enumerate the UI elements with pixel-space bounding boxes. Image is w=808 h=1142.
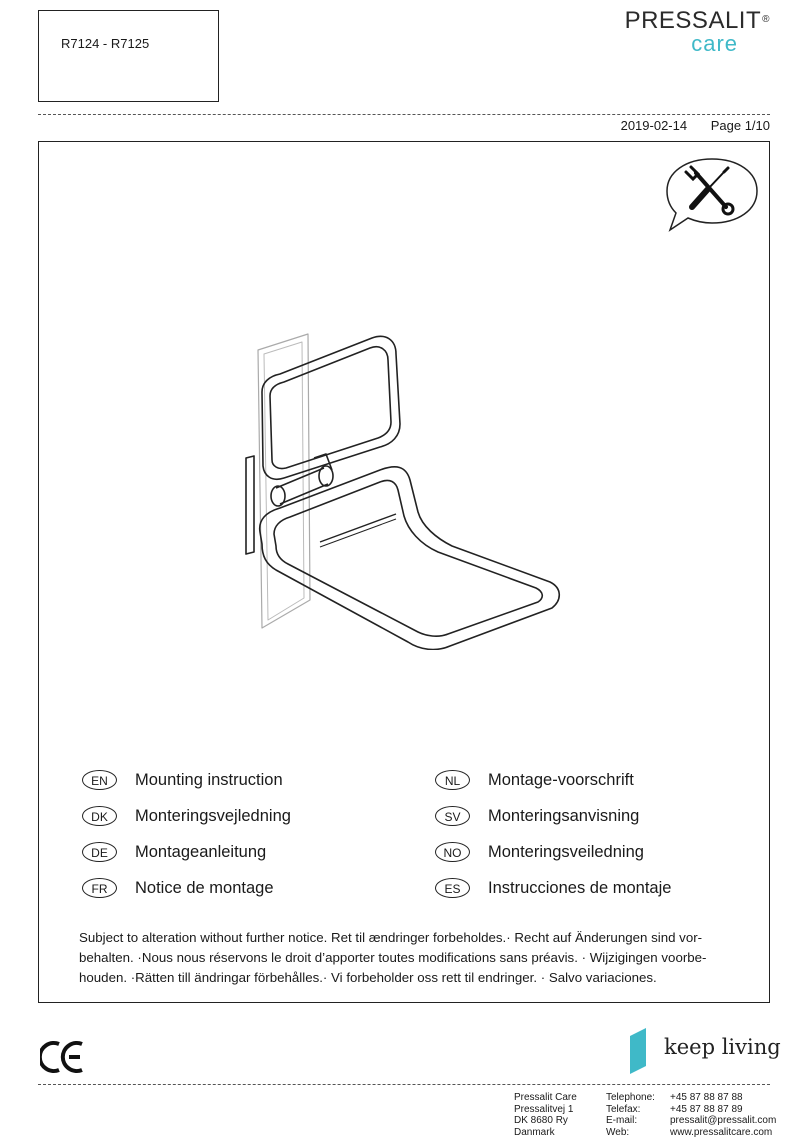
address-line: Pressalitvej 1 [514, 1103, 574, 1115]
email-link[interactable]: pressalit@pressalit.com [670, 1115, 777, 1127]
lang-title-fr: Notice de montage [135, 878, 274, 897]
language-item-es [435, 877, 671, 899]
lang-code-dk: DK [82, 806, 117, 826]
lang-code-fr: FR [82, 878, 117, 898]
language-item-en [82, 769, 283, 791]
contact-label: Telefax: [606, 1103, 641, 1115]
company-address [514, 1092, 577, 1138]
lang-title-es: Instrucciones de montaje [488, 878, 672, 897]
address-line: DK 8680 Ry [514, 1115, 568, 1127]
language-item-nl [435, 769, 634, 791]
header-divider [38, 114, 770, 115]
lang-title-dk: Monteringsvejledning [135, 806, 291, 825]
telefax-value: +45 87 88 87 89 [670, 1103, 743, 1115]
keep-living-text: keep living [664, 1035, 781, 1059]
address-line: Danmark [514, 1126, 555, 1138]
language-item-fr [82, 877, 274, 899]
lang-title-no: Monteringsveiledning [488, 842, 644, 861]
page-number: Page 1/10 [710, 118, 770, 133]
language-item-no [435, 841, 644, 863]
telephone-value: +45 87 88 87 88 [670, 1092, 743, 1103]
ce-mark-icon [40, 1040, 86, 1074]
language-item-sv [435, 805, 639, 827]
lang-title-en: Mounting instruction [135, 770, 283, 789]
keep-living-mark-icon [628, 1028, 648, 1074]
contact-labels [606, 1092, 655, 1138]
lang-code-sv: SV [435, 806, 470, 826]
brand-name: PRESSALIT [624, 7, 762, 34]
wrench-screwdriver-icon [662, 155, 762, 235]
lang-title-nl: Montage-voorschrift [488, 770, 634, 789]
lang-title-de: Montageanleitung [135, 842, 267, 861]
contact-values [670, 1092, 776, 1138]
language-item-dk [82, 805, 291, 827]
contact-label: E-mail: [606, 1115, 638, 1127]
registered-mark: ® [762, 14, 770, 25]
lang-code-de: DE [82, 842, 117, 862]
lang-title-sv: Monteringsanvisning [488, 806, 640, 825]
language-item-de [82, 841, 266, 863]
model-number-box [38, 10, 219, 102]
footer-divider [38, 1084, 770, 1085]
website-link[interactable]: www.pressalitcare.com [670, 1126, 773, 1138]
notice-line: behalten. ·Nous nous réservons le droit d’apporter toutes modifications sans préavis. · Wijzigingen voorbe- [79, 950, 707, 965]
lang-code-nl: NL [435, 770, 470, 790]
pressalit-care-logo [625, 8, 770, 55]
lang-code-es: ES [435, 878, 470, 898]
keep-living-logo [628, 1028, 781, 1079]
alteration-notice [79, 928, 739, 988]
contact-label: Web: [606, 1126, 630, 1138]
shower-seat-illustration [240, 320, 580, 650]
notice-line: houden. ·Rätten till ändringar förbehålles.· Vi forbeholder oss rett til endringer. · Salvo variaciones. [79, 970, 657, 985]
model-numbers: R7124 - R7125 [61, 36, 150, 51]
document-meta [621, 118, 770, 133]
brand-sub: care [691, 31, 738, 56]
lang-code-en: EN [82, 770, 117, 790]
contact-label: Telephone: [606, 1092, 655, 1103]
address-line: Pressalit Care [514, 1092, 577, 1103]
document-date: 2019-02-14 [620, 118, 688, 133]
lang-code-no: NO [435, 842, 470, 862]
notice-line: Subject to alteration without further notice. Ret til ændringer forbeholdes.· Recht auf Änderungen sind vor- [79, 930, 703, 945]
